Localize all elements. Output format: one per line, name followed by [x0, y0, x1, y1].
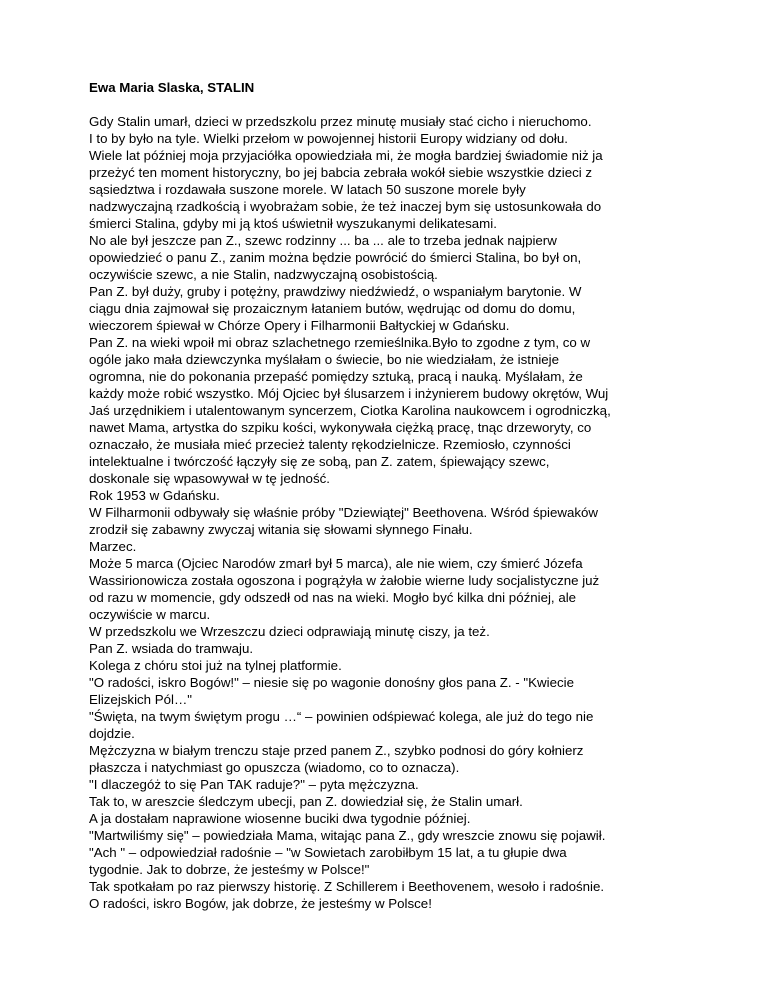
- text-line: oczywiście w marcu.: [89, 607, 211, 622]
- text-line: O radości, iskro Bogów, jak dobrze, że jesteśmy w Polsce!: [89, 896, 432, 911]
- text-line: "Martwiliśmy się" – powiedziała Mama, witając pana Z., gdy wreszcie znowu się pojawił.: [89, 828, 606, 843]
- document-page: [89, 79, 739, 912]
- text-line: opowiedzieć o panu Z., zanim można będzie powrócić do śmierci Stalina, bo był on,: [89, 250, 582, 265]
- text-line: Może 5 marca (Ojciec Narodów zmarł był 5 marca), ale nie wiem, czy śmierć Józefa: [89, 556, 583, 571]
- text-line: "Ach " – odpowiedział radośnie – "w Sowietach zarobiłbym 15 lat, a tu głupie dwa: [89, 845, 567, 860]
- text-line: W przedszkolu we Wrzeszczu dzieci odprawiają minutę ciszy, ja też.: [89, 624, 490, 639]
- text-line: dojdzie.: [89, 726, 135, 741]
- text-line: śmierci Stalina, gdyby mi ją ktoś uświetnił wyszukanymi delikatesami.: [89, 216, 497, 231]
- text-line: "O radości, iskro Bogów!" – niesie się po wagonie donośny głos pana Z. - "Kwiecie: [89, 675, 574, 690]
- text-line: W Filharmonii odbywały się właśnie próby "Dziewiątej" Beethovena. Wśród śpiewaków: [89, 505, 599, 520]
- text-line: Wiele lat później moja przyjaciółka opowiedziała mi, że mogła bardziej świadomie niż ja: [89, 148, 603, 163]
- text-line: każdy może robić wszystko. Mój Ojciec był ślusarzem i inżynierem budowy okrętów, Wuj: [89, 386, 609, 401]
- text-line: nawet Mama, artystka do szpiku kości, wykonywała ciężką pracę, tnąc drzeworyty, co: [89, 420, 592, 435]
- text-line: intelektualne i twórczość łączyły się ze sobą, pan Z. zatem, śpiewający szewc,: [89, 454, 550, 469]
- document-title: Ewa Maria Slaska, STALIN: [89, 80, 255, 95]
- text-line: Kolega z chóru stoi już na tylnej platformie.: [89, 658, 342, 673]
- text-line: Tak to, w areszcie śledczym ubecji, pan Z. dowiedział się, że Stalin umarł.: [89, 794, 523, 809]
- text-line: Tak spotkałam po raz pierwszy historię. Z Schillerem i Beethovenem, wesoło i radośnie.: [89, 879, 605, 894]
- text-line: Gdy Stalin umarł, dzieci w przedszkolu przez minutę musiały stać cicho i nieruchomo.: [89, 114, 592, 129]
- text-line: ciągu dnia zajmował się prozaicznym łataniem butów, wędrując od domu do domu,: [89, 301, 576, 316]
- text-line: oznaczało, że musiała mieć przecież talenty rękodzielnicze. Rzemiosło, czynności: [89, 437, 571, 452]
- text-line: nadzwyczajną rzadkością i wyobrażam sobie, że też inaczej bym się ustosunkowała do: [89, 199, 602, 214]
- text-line: ogromna, nie do pokonania przepaść pomiędzy sztuką, pracą i nauką. Myślałam, że: [89, 369, 583, 384]
- text-line: "I dlaczegóż to się Pan TAK raduje?" – pyta mężczyzna.: [89, 777, 419, 792]
- text-line: Elizejskich Pól…": [89, 692, 192, 707]
- text-line: sąsiedztwa i rozdawała suszone morele. W latach 50 suszone morele były: [89, 182, 526, 197]
- text-line: Pan Z. był duży, gruby i potężny, prawdziwy niedźwiedź, o wspaniałym barytonie. W: [89, 284, 582, 299]
- text-line: tygodnie. Jak to dobrze, że jesteśmy w Polsce!": [89, 862, 370, 877]
- text-line: oczywiście szewc, a nie Stalin, nadzwyczajną osobistością.: [89, 267, 438, 282]
- text-line: "Święta, na twym świętym progu …“ – powinien odśpiewać kolega, ale już do tego nie: [89, 709, 594, 724]
- text-line: A ja dostałam naprawione wiosenne buciki dwa tygodnie później.: [89, 811, 471, 826]
- text-line: Pan Z. wsiada do tramwaju.: [89, 641, 254, 656]
- text-line: płaszcza i natychmiast go opuszcza (wiadomo, co to oznacza).: [89, 760, 460, 775]
- text-line: od razu w momencie, gdy odszedł od nas na wieki. Mogło być kilka dni później, ale: [89, 590, 577, 605]
- text-line: wieczorem śpiewał w Chórze Opery i Filharmonii Bałtyckiej w Gdańsku.: [89, 318, 510, 333]
- text-line: Wassirionowicza została ogoszona i pogrążyła w żałobie wierne ludy socjalistyczne już: [89, 573, 600, 588]
- text-line: Mężczyzna w białym trenczu staje przed panem Z., szybko podnosi do góry kołnierz: [89, 743, 584, 758]
- text-line: Marzec.: [89, 539, 137, 554]
- title-spacer: [89, 96, 739, 113]
- text-line: przeżyć ten moment historyczny, bo jej babcia zebrała wokół siebie wszystkie dzieci z: [89, 165, 593, 180]
- text-line: ogóle jako mała dziewczynka myślałam o świecie, bo nie wiedziałam, że istnieje: [89, 352, 560, 367]
- text-line: zrodził się zabawny zwyczaj witania się słowami słynnego Finału.: [89, 522, 473, 537]
- text-line: No ale był jeszcze pan Z., szewc rodzinny ... ba ... ale to trzeba jednak najpierw: [89, 233, 557, 248]
- text-line: Pan Z. na wieki wpoił mi obraz szlachetnego rzemieślnika.Było to zgodne z tym, co w: [89, 335, 591, 350]
- text-line: I to by było na tyle. Wielki przełom w powojennej historii Europy widziany od dołu.: [89, 131, 568, 146]
- text-line: doskonale się wpasowywał w tę jedność.: [89, 471, 330, 486]
- document-body: [89, 113, 739, 912]
- text-line: Jaś urzędnikiem i utalentowanym syncerzem, Ciotka Karolina naukowcem i ogrodniczką,: [89, 403, 611, 418]
- text-line: Rok 1953 w Gdańsku.: [89, 488, 220, 503]
